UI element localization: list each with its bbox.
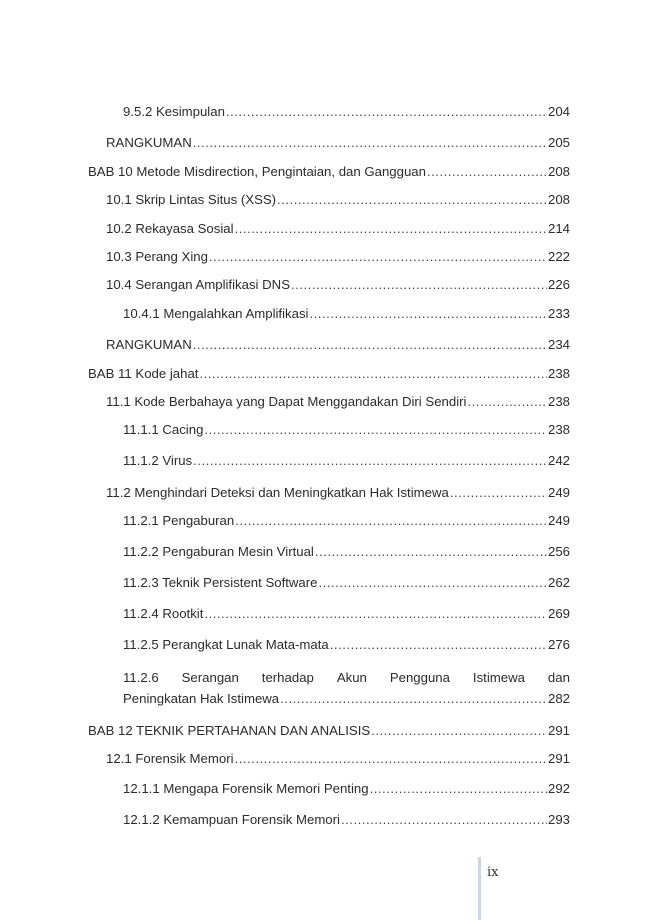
dot-leader — [235, 220, 547, 238]
toc-entry-title: 12.1.1 Mengapa Forensik Memori Penting — [123, 781, 369, 796]
toc-entry-page: 208 — [547, 192, 570, 207]
dot-leader — [199, 365, 547, 383]
dot-leader — [370, 780, 547, 798]
toc-entry-title: 10.1 Skrip Lintas Situs (XSS) — [106, 192, 277, 207]
toc-entry-title: RANGKUMAN — [106, 135, 192, 150]
toc-entry-title: 10.4.1 Mengalahkan Amplifikasi — [123, 306, 309, 321]
dot-leader — [315, 543, 547, 561]
dot-leader — [193, 452, 547, 470]
toc-entry-page: 208 — [547, 164, 570, 179]
toc-entry-title: 11.2.1 Pengaburan — [123, 513, 235, 528]
toc-entry-page: 205 — [547, 135, 570, 150]
toc-entry-title-line2 — [123, 689, 570, 709]
toc-entry-page: 262 — [547, 575, 570, 590]
dot-leader — [235, 512, 547, 530]
toc-entry-page: 242 — [547, 453, 570, 468]
toc-entry-title: BAB 10 Metode Misdirection, Pengintaian, dan Gangguan — [88, 164, 426, 179]
dot-leader — [341, 811, 547, 829]
toc-entry-page: 249 — [547, 513, 570, 528]
toc-entry-bab-11[interactable] — [88, 365, 570, 383]
dot-leader — [371, 722, 547, 740]
toc-entry-page: 233 — [547, 306, 570, 321]
toc-entry-page: 204 — [547, 104, 570, 119]
toc-entry-12-1[interactable] — [106, 750, 570, 768]
toc-entry-title: 11.2 Menghindari Deteksi dan Meningkatkan Hak Istimewa — [106, 485, 449, 500]
dot-leader — [204, 605, 547, 623]
page-number: ix — [487, 865, 499, 880]
toc-entry-11-2-2[interactable] — [123, 543, 570, 561]
footer-accent-bar — [478, 857, 481, 920]
toc-entry-11-1[interactable] — [106, 393, 570, 411]
toc-entry-page: 282 — [547, 691, 570, 706]
dot-leader — [204, 421, 547, 439]
toc-entry-page: 222 — [547, 249, 570, 264]
dot-leader — [209, 248, 547, 266]
dot-leader — [235, 750, 547, 768]
toc-entry-title: BAB 11 Kode jahat — [88, 366, 199, 381]
toc-entry-title: 11.1.2 Virus — [123, 453, 193, 468]
toc-entry-10-4[interactable] — [106, 276, 570, 294]
toc-entry-title: Peningkatan Hak Istimewa — [123, 691, 280, 706]
toc-entry-bab-12[interactable] — [88, 722, 570, 740]
toc-entry-title: 11.1 Kode Berbahaya yang Dapat Menggandakan Diri Sendiri — [106, 394, 467, 409]
dot-leader — [330, 636, 547, 654]
toc-entry-rangkuman-10[interactable] — [106, 336, 570, 354]
toc-entry-title: RANGKUMAN — [106, 337, 192, 352]
dot-leader — [291, 276, 547, 294]
toc-entry-page: 256 — [547, 544, 570, 559]
toc-entry-11-2-5[interactable] — [123, 636, 570, 654]
toc-entry-page: 238 — [547, 366, 570, 381]
toc-entry-page: 293 — [547, 812, 570, 827]
toc-entry-10-4-1[interactable] — [123, 305, 570, 323]
dot-leader — [309, 305, 547, 323]
toc-entry-11-1-1[interactable] — [123, 421, 570, 439]
toc-entry-title: 12.1.2 Kemampuan Forensik Memori — [123, 812, 340, 827]
toc-entry-title: BAB 12 TEKNIK PERTAHANAN DAN ANALISIS — [88, 723, 371, 738]
dot-leader — [319, 574, 547, 592]
toc-entry-bab-10[interactable] — [88, 163, 570, 181]
toc-entry-11-1-2[interactable] — [123, 452, 570, 470]
dot-leader — [450, 484, 547, 502]
toc-entry-11-2-3[interactable] — [123, 574, 570, 592]
toc-entry-page: 238 — [547, 394, 570, 409]
toc-entry-11-2-1[interactable] — [123, 512, 570, 530]
toc-entry-page: 249 — [547, 485, 570, 500]
toc-entry-title: 10.3 Perang Xing — [106, 249, 208, 264]
page-footer — [478, 857, 578, 920]
toc-entry-11-2-6[interactable] — [123, 666, 570, 709]
dot-leader — [226, 103, 547, 121]
toc-entry-12-1-1[interactable] — [123, 780, 570, 798]
toc-entry-11-2[interactable] — [106, 484, 570, 502]
toc-entry-10-2[interactable] — [106, 220, 570, 238]
toc-entry-12-1-2[interactable] — [123, 811, 570, 829]
toc-entry-9-5-2[interactable] — [123, 103, 570, 121]
toc-entry-title: 9.5.2 Kesimpulan — [123, 104, 225, 119]
dot-leader — [280, 689, 547, 709]
toc-entry-title: 11.2.3 Teknik Persistent Software — [123, 575, 318, 590]
toc-entry-title: 10.2 Rekayasa Sosial — [106, 221, 234, 236]
toc-entry-title: 11.1.1 Cacing — [123, 422, 204, 437]
toc-entry-page: 291 — [547, 723, 570, 738]
toc-entry-page: 238 — [547, 422, 570, 437]
toc-entry-rangkuman-9[interactable] — [106, 134, 570, 152]
toc-entry-page: 214 — [547, 221, 570, 236]
toc-entry-page: 276 — [547, 637, 570, 652]
dot-leader — [193, 134, 547, 152]
toc-entry-page: 291 — [547, 751, 570, 766]
toc-entry-page: 234 — [547, 337, 570, 352]
toc-entry-11-2-4[interactable] — [123, 605, 570, 623]
toc-entry-page: 292 — [547, 781, 570, 796]
toc-entry-10-3[interactable] — [106, 248, 570, 266]
toc-entry-10-1[interactable] — [106, 191, 570, 209]
dot-leader — [277, 191, 547, 209]
toc-entry-title: 10.4 Serangan Amplifikasi DNS — [106, 277, 290, 292]
toc-entry-title: 11.2.2 Pengaburan Mesin Virtual — [123, 544, 314, 559]
dot-leader — [467, 393, 547, 411]
toc-entry-page: 226 — [547, 277, 570, 292]
toc-entry-title: 11.2.4 Rootkit — [123, 606, 204, 621]
toc-entry-title: 11.2.5 Perangkat Lunak Mata-mata — [123, 637, 329, 652]
toc-entry-title: 12.1 Forensik Memori — [106, 751, 234, 766]
toc-entry-title-line1: 11.2.6 Serangan terhadap Akun Pengguna Istimewa dan — [123, 670, 570, 685]
toc-entry-page: 269 — [547, 606, 570, 621]
dot-leader — [193, 336, 547, 354]
dot-leader — [427, 163, 547, 181]
